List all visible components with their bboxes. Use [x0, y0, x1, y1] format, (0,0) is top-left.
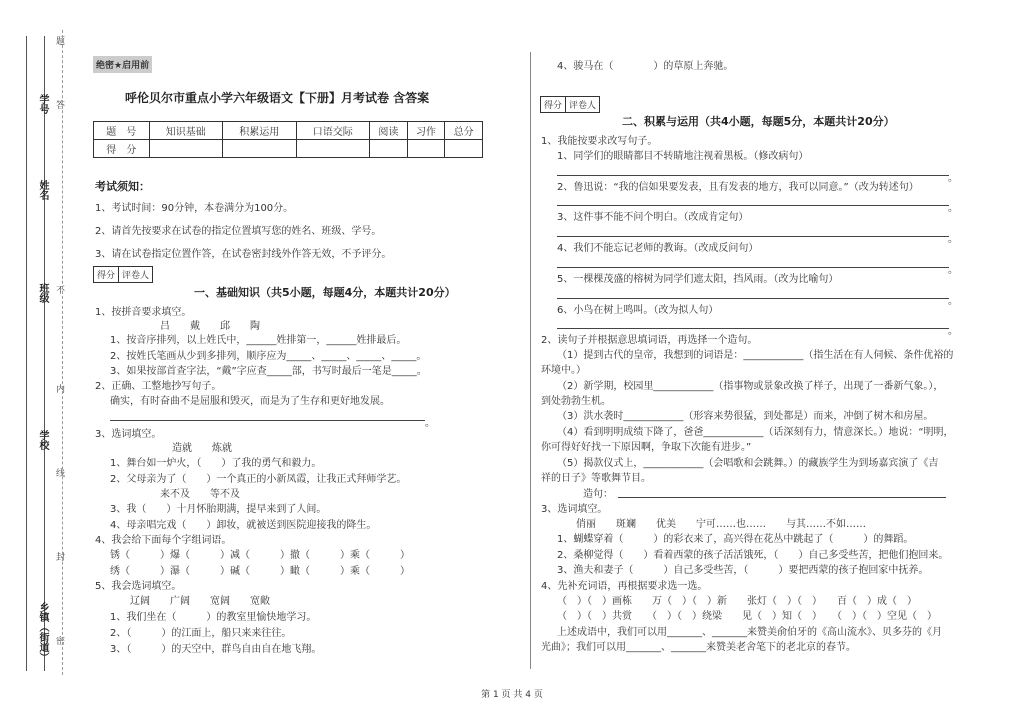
table-row-label: 得 分	[94, 140, 150, 158]
line-period: 。	[948, 203, 958, 214]
question-line: 1、我们坐在（ ）的教室里愉快地学习。	[110, 612, 317, 623]
notice-item: 2、请首先按要求在试卷的指定位置填写您的姓名、班级、学号。	[95, 226, 382, 237]
notice-item: 1、考试时间：90分钟，本卷满分为100分。	[95, 203, 294, 214]
question-line: 1、蝴蝶穿着（ ）的彩衣来了，高兴得在花丛中跳起了（ ）的舞蹈。	[557, 534, 914, 545]
line-period: 。	[948, 234, 958, 245]
question-line: 绣（ ）瀑（ ）碱（ ）瞰（ ）乘（ ）	[110, 566, 410, 577]
question-line: 2、读句子并根据意思填词语，再选择一个造句。	[541, 335, 758, 346]
question-line: 到处勃勃生机。	[541, 396, 611, 407]
line-period: 。	[425, 418, 435, 429]
question-line: 3、这件事不能不问个明白。（改成肯定句）	[557, 212, 749, 223]
question-line: 4、我们不能忘记老师的教诲。（改成反问句）	[557, 243, 759, 254]
binding-line	[26, 36, 27, 671]
question-line: 1、舞台如一炉火，（ ）了我的勇气和毅力。	[110, 458, 322, 469]
question-line: 1、按音序排列，以上姓氏中，______姓排第一，______姓排最后。	[110, 335, 407, 346]
answer-line[interactable]	[557, 267, 949, 268]
score-label: 得分	[94, 267, 119, 282]
question-line: （2）新学期，校园里____________（指事物或景象改换了样子，出现了一番新气象。），	[557, 381, 944, 392]
page-footer: 第 1 页 共 4 页	[481, 690, 543, 700]
question-line: 2、父母亲为了（ ）一个真正的小新凤霞，让我正式拜师学艺。	[110, 474, 407, 485]
question-line: 3、如果按部首查字法，“戴”字应查_____部，书写时最后一笔是_____。	[110, 366, 427, 377]
question-line: 上述成语中，我们可以用_______、_______来赞美俞伯牙的《高山流水》、贝多芬的《月	[557, 627, 942, 638]
question-line: 1、同学们的眼睛都目不转睛地注视着黑板。（修改病句）	[557, 151, 809, 162]
question-line: 3、我（ ）十月怀胎期满，提早来到了人间。	[110, 504, 327, 515]
seal-char: 不	[56, 286, 66, 296]
answer-line[interactable]	[557, 236, 949, 237]
score-cell[interactable]	[407, 140, 445, 158]
table-header: 口语交际	[296, 122, 369, 140]
question-line: 来不及 等不及	[160, 489, 240, 500]
score-cell[interactable]	[296, 140, 369, 158]
class-label: 班级	[37, 283, 48, 303]
label-line	[44, 36, 45, 671]
line-period: 。	[948, 296, 958, 307]
question-line: 3、（ ）的天空中，群鸟自由自在地飞翔。	[110, 644, 322, 655]
score-label: 得分	[541, 97, 566, 112]
reviewer-label: 评卷人	[122, 271, 150, 281]
score-cell[interactable]	[445, 140, 483, 158]
question-line: 2、按姓氏笔画从少到多排列，顺序应为_____、_____、_____、_____。	[110, 351, 427, 362]
school-label: 学校	[37, 430, 48, 450]
reviewer-label: 评卷人	[569, 101, 597, 111]
question-line: （4）看到明明成绩下降了，爸爸____________（话深刻有力，情意深长。）地说：“明明，	[557, 427, 954, 438]
question-line: 3、选词填空。	[95, 429, 162, 440]
town-label: 乡镇（街道）	[37, 602, 48, 662]
seal-char: 题	[56, 37, 66, 47]
question-line: 1、按拼音要求填空。	[95, 307, 192, 318]
question-line: 2、正确、工整地抄写句子。	[95, 381, 222, 392]
answer-line[interactable]	[557, 205, 949, 206]
question-line: 环境中。）	[541, 365, 586, 376]
seal-char: 密	[56, 637, 66, 647]
secret-stamp: 绝密★启用前	[93, 56, 152, 73]
seal-dashed-line	[62, 30, 63, 675]
table-header: 题 号	[94, 122, 150, 140]
section-heading: 二、积累与运用（共4小题，每题5分，本题共计20分）	[622, 115, 895, 128]
answer-line[interactable]	[618, 497, 946, 498]
question-line: 锈（ ）爆（ ）减（ ）撤（ ）乘（ ）	[110, 550, 410, 561]
seal-char: 答	[56, 101, 66, 111]
question-line: 造就 炼就	[172, 443, 232, 454]
answer-line[interactable]	[557, 298, 949, 299]
question-line: 2、（ ）的江面上，船只来来往往。	[110, 628, 292, 639]
answer-line[interactable]	[557, 175, 949, 176]
question-line: 光曲》；我们可以用_______、_______来赞美老舍笔下的老北京的春节。	[541, 642, 856, 653]
question-line: 造句：	[583, 489, 613, 500]
section-heading: 一、基础知识（共5小题，每题4分，本题共计20分）	[194, 286, 456, 299]
column-divider	[530, 52, 531, 669]
answer-line[interactable]	[110, 420, 425, 421]
question-line: 3、选词填空。	[541, 504, 608, 515]
question-line: 4、骏马在（ ）的草原上奔驰。	[557, 61, 734, 72]
notice-title: 考试须知：	[95, 180, 150, 193]
question-line: 俏丽 斑斓 优美 宁可……也…… 与其……不如……	[576, 519, 866, 530]
question-line: （5）揭款仪式上，____________（会唱歌和会跳舞。）的藏族学生为到场嘉宾演了《吉	[557, 458, 939, 469]
line-period: 。	[948, 326, 958, 337]
question-line: 4、我会给下面每个字组词语。	[95, 535, 232, 546]
table-header: 积累运用	[223, 122, 296, 140]
scorer-box	[540, 96, 600, 113]
notice-item: 3、请在试卷指定位置作答，在试卷密封线外作答无效，不予评分。	[95, 249, 392, 260]
question-line: 1、我能按要求改写句子。	[541, 136, 658, 147]
question-line: 祥的日子》等歌舞节目。	[541, 473, 651, 484]
score-cell[interactable]	[370, 140, 408, 158]
question-line: （ ）（ ）共赏 （ ）（ ）绕梁 见（ ）知（ ） （ ）（ ）空见（ ）	[557, 611, 937, 622]
score-cell[interactable]	[223, 140, 296, 158]
question-line: 吕 戴 邱 陶	[160, 321, 260, 332]
line-period: 。	[948, 173, 958, 184]
seal-char: 封	[56, 553, 66, 563]
question-line: （3）洪水袭时____________（形容来势很猛，到处都是）而来，冲倒了树木和房屋。	[557, 411, 934, 422]
question-line: 确实，有时奋曲不是屈服和毁灭，而是为了生存和更好地发展。	[110, 396, 390, 407]
table-header: 习作	[407, 122, 445, 140]
question-line: 3、渔夫和妻子（ ）自己多受些苦，（ ）要把西蒙的孩子抱回家中抚养。	[557, 565, 929, 576]
name-label: 姓名	[37, 180, 48, 200]
answer-line[interactable]	[557, 328, 949, 329]
table-header: 知识基础	[149, 122, 222, 140]
question-line: （1）提到古代的皇帝，我想到的词语是：____________（指生活在有人伺候、条件优裕的	[557, 350, 954, 361]
question-line: 4、母亲唱完戏（ ）卸妆，就被送到医院迎接我的降生。	[110, 520, 377, 531]
line-period: 。	[948, 265, 958, 276]
table-header: 阅读	[370, 122, 408, 140]
score-cell[interactable]	[149, 140, 222, 158]
seal-char: 内	[56, 385, 66, 395]
question-line: 2、桑柳觉得（ ）看着西蒙的孩子活活饿死，（ ）自己多受些苦，把他们抱回来。	[557, 550, 949, 561]
question-line: 5、我会选词填空。	[95, 581, 182, 592]
question-line: 6、小鸟在树上鸣叫。（改为拟人句）	[557, 305, 719, 316]
question-line: 2、鲁迅说：“我的信如果要发表，且有发表的地方，我可以同意。”（改为转述句）	[557, 182, 919, 193]
table-header: 总分	[445, 122, 483, 140]
question-line: （ ）（ ）画栋 万（ ）（ ）新 张灯（ ）（ ） 百（ ）成（ ）	[557, 596, 917, 607]
student-id-label: 学号	[37, 94, 48, 114]
question-line: 5、一棵棵茂盛的榕树为同学们遮太阳，挡风雨。（改为比喻句）	[557, 274, 839, 285]
question-line: 你可得好好找一下原因啊，争取下次能有进步。”	[541, 442, 752, 453]
score-table	[93, 121, 483, 158]
question-line: 4、先补充词语，再根据要求选一选。	[541, 581, 708, 592]
scorer-box	[93, 266, 153, 283]
page-title: 呼伦贝尔市重点小学六年级语文【下册】月考试卷 含答案	[125, 91, 430, 105]
question-line: 辽阔 广阔 宽阔 宽敞	[130, 596, 270, 607]
seal-char: 线	[56, 469, 66, 479]
